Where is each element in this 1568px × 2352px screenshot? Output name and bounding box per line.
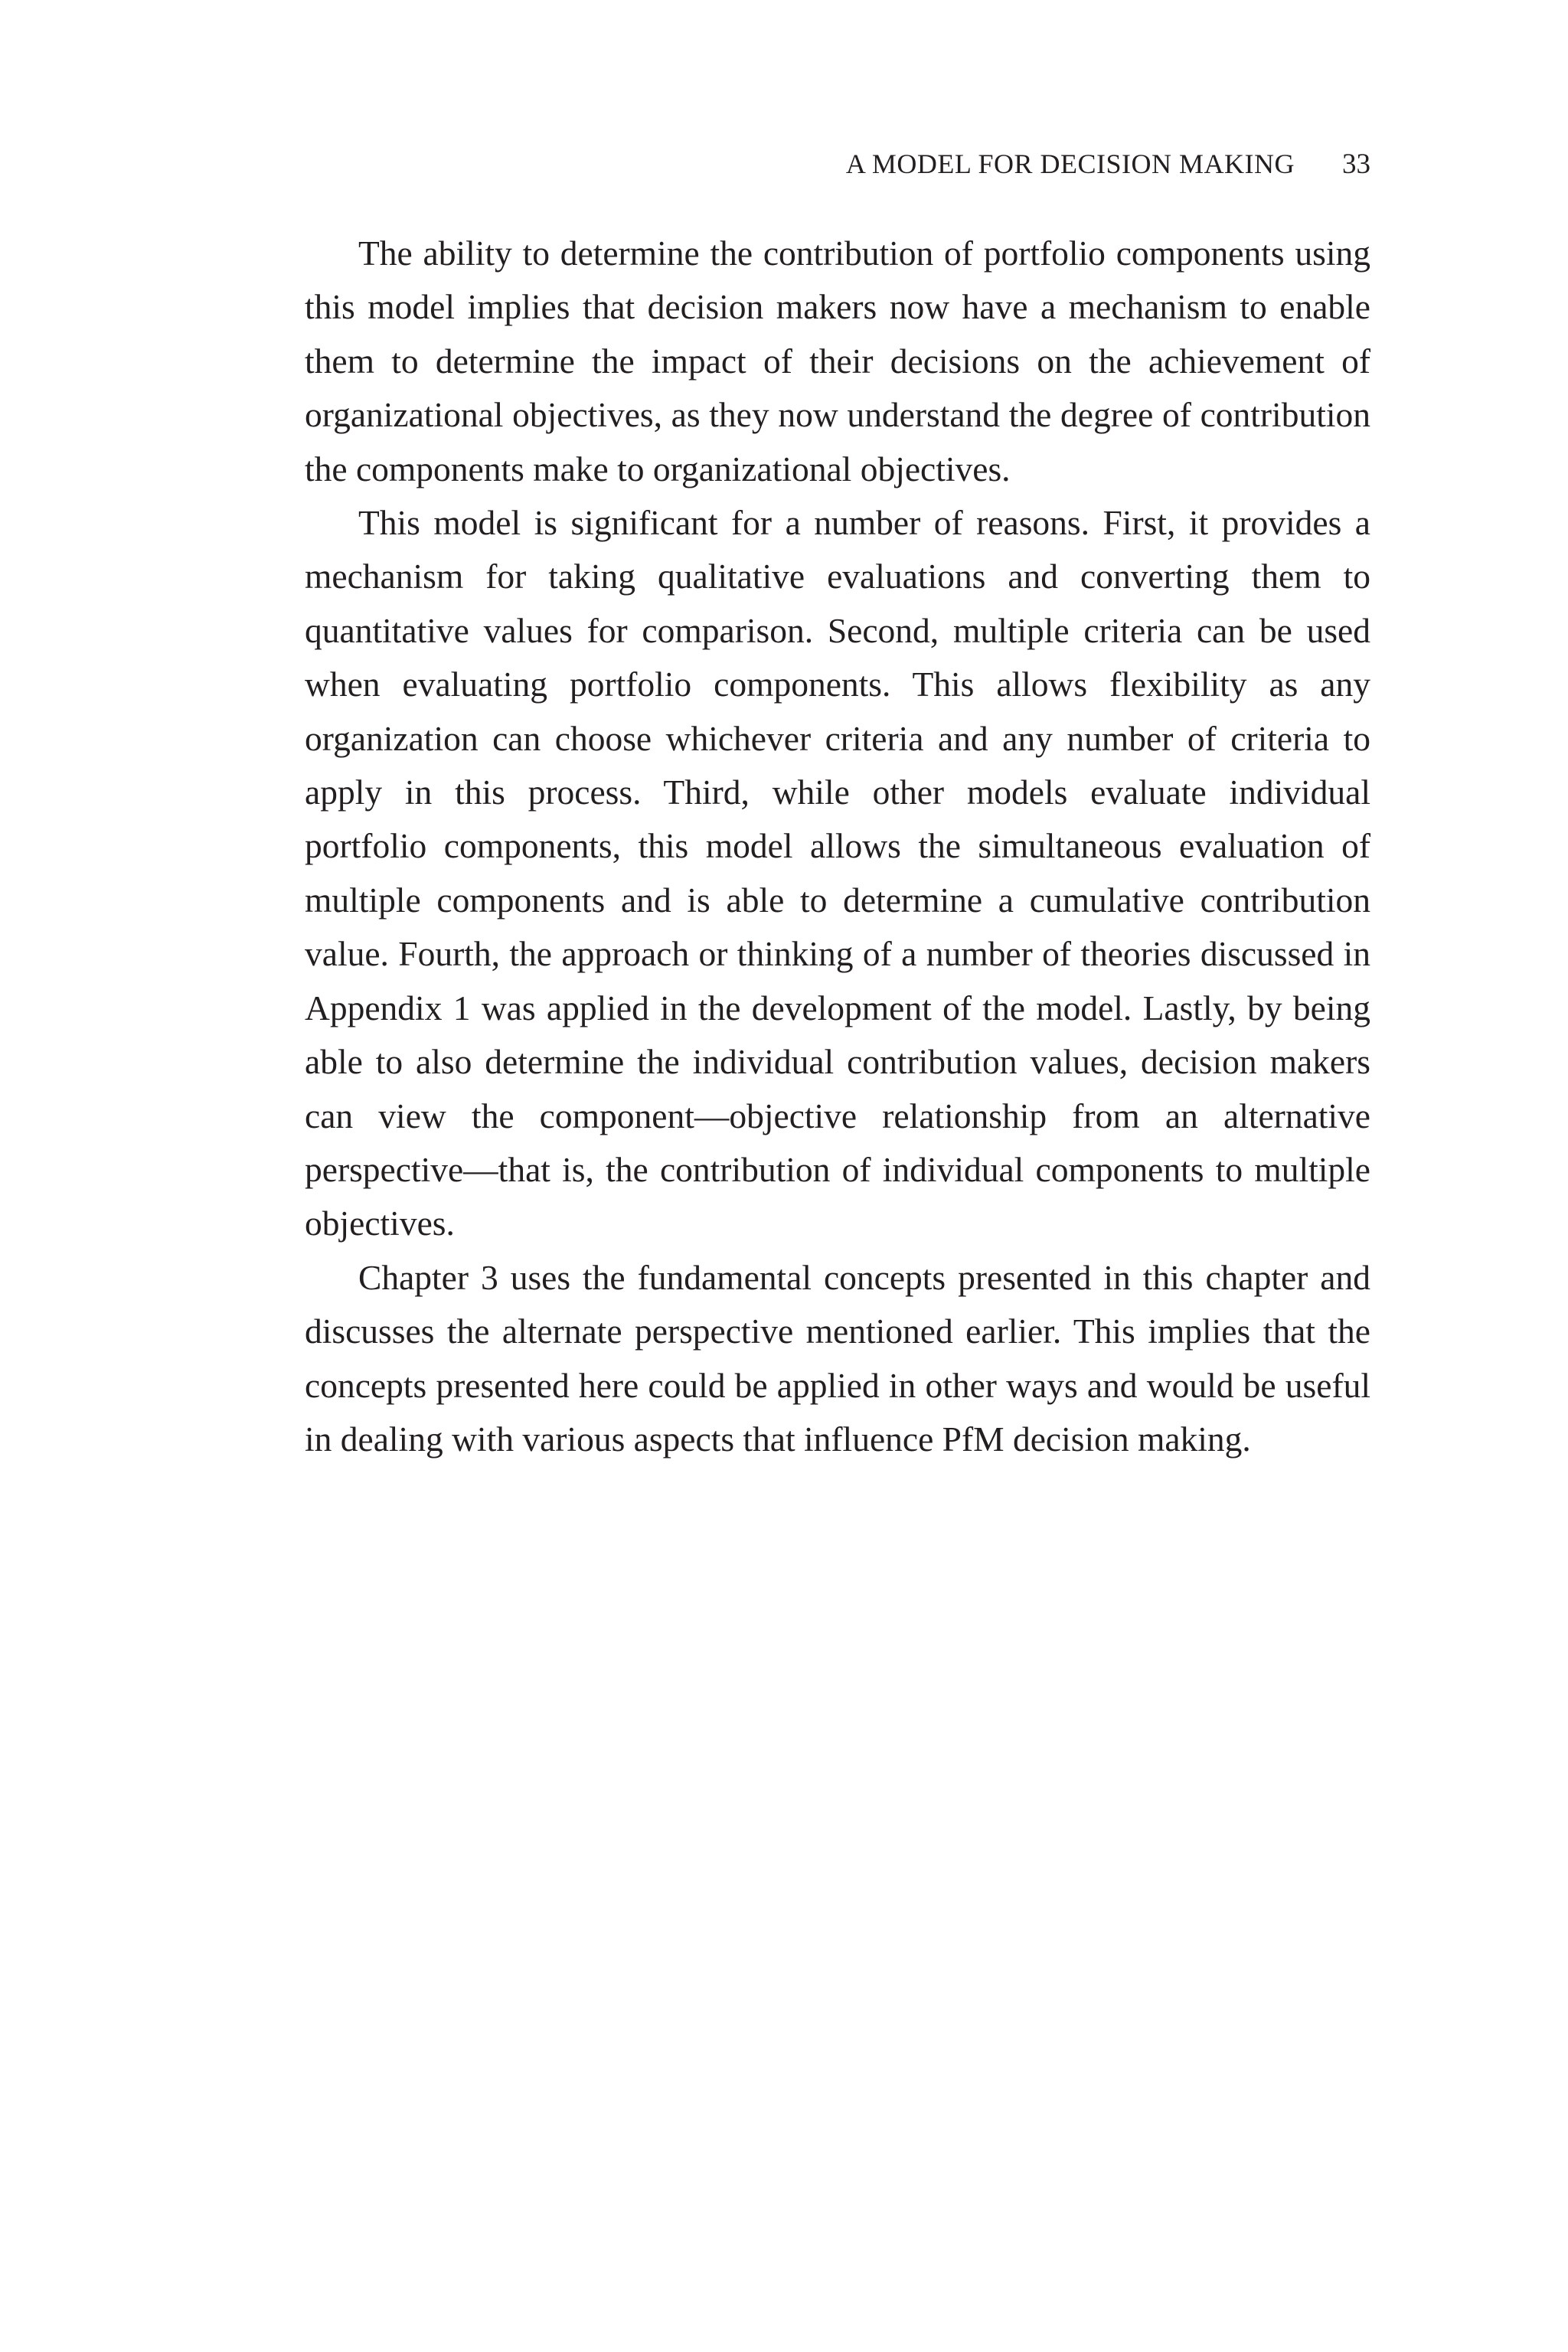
running-head-title: A MODEL FOR DECISION MAKING [845, 149, 1295, 179]
paragraph-3: Chapter 3 uses the fundamental concepts presented in this chapter and discusses the alternate perspective mentioned earlier. This implies that the concepts presented here could be applied in other ways and would be useful in dealing with various aspects that influence PfM decision making. [305, 1257, 1370, 1459]
running-head [305, 144, 1370, 185]
page-number: 33 [1342, 149, 1370, 180]
paragraph-1: The ability to determine the contribution of portfolio components using this model implies that decision makers now have a mechanism to enable them to determine the impact of their decisions on the achievement of organizational objectives, as they now understand the degree of contribution the components make to organizational objectives. [305, 234, 1370, 488]
paragraph-2: This model is significant for a number of reasons. First, it provides a mechanism for taking qualitative evaluations and converting them to quantitative values for comparison. Second, multiple criteria can be used when evaluating portfolio components. This allows flexibility as any organization can choose whichever criteria and any number of criteria to apply in this process. Third, while other models evaluate individual portfolio components, this model allows the simultaneous evaluation of multiple components and is able to determine a cumulative contribution value. Fourth, the approach or thinking of a number of theories discussed in Appendix 1 was applied in the development of the model. Lastly, by being able to also determine the individual contribution values, decision makers can view the component—objective relationship from an alternative perspective—that is, the contribution of individual components to multiple objectives. [305, 503, 1370, 1243]
body-text [305, 227, 1370, 1466]
